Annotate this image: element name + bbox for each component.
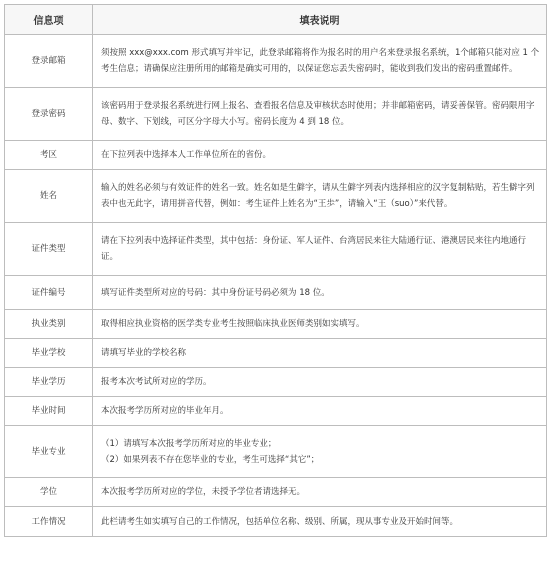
row-label: 证件类型 xyxy=(5,223,93,276)
header-info-item: 信息项 xyxy=(5,5,93,35)
table-row xyxy=(5,170,547,223)
table-row xyxy=(5,223,547,276)
description-line: 此栏请考生如实填写自己的工作情况，包括单位名称、级别、所属，现从事专业及开始时间等。 xyxy=(101,516,459,527)
row-description xyxy=(93,397,547,426)
table-header-row xyxy=(5,5,547,35)
table-row xyxy=(5,507,547,537)
row-label: 工作情况 xyxy=(5,507,93,537)
row-description xyxy=(93,478,547,507)
description-line: （1）请填写本次报考学历所对应的毕业专业； xyxy=(101,438,277,449)
row-label: 登录邮箱 xyxy=(5,35,93,88)
table-row xyxy=(5,368,547,397)
description-line: 填写证件类型所对应的号码：其中身份证号码必须为 18 位。 xyxy=(101,287,330,298)
row-description xyxy=(93,170,547,223)
row-label: 学位 xyxy=(5,478,93,507)
description-line: 本次报考学历所对应的学位，未授予学位者请选择无。 xyxy=(101,487,306,497)
description-line: 须按照 xxx@xxx.com 形式填写并牢记，此登录邮箱将作为报名时的用户名来登录报名系统，1个邮箱只能对应 1 个考生信息；请确保应注册所用的邮箱是确实可用的，以保证您忘丢失密码时，能收到我们发出的密码重置邮件。 xyxy=(101,48,540,74)
table-row xyxy=(5,141,547,170)
row-description xyxy=(93,339,547,368)
description-line: 本次报考学历所对应的毕业年月。 xyxy=(101,406,229,416)
row-label: 毕业学历 xyxy=(5,368,93,397)
row-label: 执业类别 xyxy=(5,310,93,339)
row-label: 毕业学校 xyxy=(5,339,93,368)
row-label: 考区 xyxy=(5,141,93,170)
row-description xyxy=(93,507,547,537)
row-label: 姓名 xyxy=(5,170,93,223)
header-instructions: 填表说明 xyxy=(93,5,547,35)
description-line: 请填写毕业的学校名称 xyxy=(101,348,187,358)
instructions-table-container xyxy=(4,4,546,537)
table-row xyxy=(5,426,547,478)
description-line: 取得相应执业资格的医学类专业考生按照临床执业医师类别如实填写。 xyxy=(101,319,365,329)
description-line: （2）如果列表不存在您毕业的专业，考生可选择“其它”； xyxy=(101,454,320,465)
row-description xyxy=(93,88,547,141)
description-line: 该密码用于登录报名系统进行网上报名、查看报名信息及审核状态时使用；并非邮箱密码，请妥善保管。密码限用字母、数字、下划线，可区分字母大小写。密码长度为 4 到 18 位。 xyxy=(101,101,535,127)
row-description xyxy=(93,141,547,170)
registration-instructions-table xyxy=(4,4,547,537)
row-description xyxy=(93,310,547,339)
row-label: 证件编号 xyxy=(5,276,93,310)
row-description xyxy=(93,35,547,88)
table-row xyxy=(5,310,547,339)
row-description xyxy=(93,426,547,478)
description-line: 在下拉列表中选择本人工作单位所在的省份。 xyxy=(101,150,272,160)
description-line: 请在下拉列表中选择证件类型，其中包括：身份证、军人证件、台湾居民来往大陆通行证、港澳居民来往内地通行证。 xyxy=(101,236,527,262)
row-description xyxy=(93,368,547,397)
row-label: 登录密码 xyxy=(5,88,93,141)
description-line: 报考本次考试所对应的学历。 xyxy=(101,377,212,387)
row-label: 毕业专业 xyxy=(5,426,93,478)
table-row xyxy=(5,276,547,310)
table-row xyxy=(5,35,547,88)
table-row xyxy=(5,478,547,507)
row-label: 毕业时间 xyxy=(5,397,93,426)
row-description xyxy=(93,223,547,276)
description-line: 输入的姓名必须与有效证件的姓名一致。姓名如是生僻字，请从生僻字列表内选择相应的汉字复制粘贴，若生僻字列表中也无此字，请用拼音代替，例如：考生证件上姓名为“王歩”，请输入“王（suo）”来代替。 xyxy=(101,183,535,209)
table-row xyxy=(5,339,547,368)
table-row xyxy=(5,397,547,426)
table-row xyxy=(5,88,547,141)
row-description xyxy=(93,276,547,310)
